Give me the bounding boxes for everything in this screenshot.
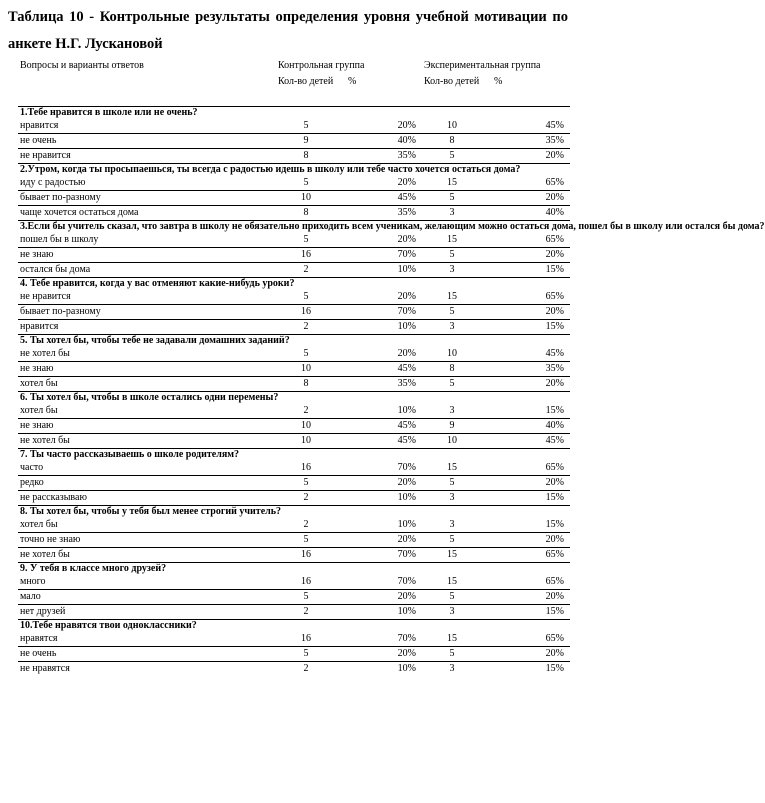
control-count: 5 [276,590,336,605]
control-percent: 45% [336,419,422,434]
answer-row [18,248,570,263]
question-text: 7. Ты часто рассказываешь о школе родителям? [18,449,570,462]
question-row [18,563,570,576]
control-percent: 10% [336,263,422,278]
control-percent: 70% [336,305,422,320]
experimental-percent: 45% [545,120,564,131]
answer-label: чаще хочется остаться дома [18,206,276,221]
control-percent: 10% [336,491,422,506]
answer-label: мало [18,590,276,605]
control-count: 10 [276,434,336,449]
control-count: 16 [301,633,311,644]
experimental-count: 10 [447,120,457,131]
experimental-count: 3 [422,263,482,278]
control-count: 2 [276,605,336,620]
control-count: 16 [276,548,336,563]
experimental-percent: 15% [482,320,570,335]
question-row [18,278,570,291]
experimental-percent: 20% [482,476,570,491]
experimental-percent: 65% [482,548,570,563]
control-percent: 70% [397,462,416,473]
control-count: 16 [301,576,311,587]
answer-row [18,377,570,392]
experimental-percent: 65% [545,462,564,473]
experimental-percent: 35% [482,362,570,377]
answer-row [18,320,570,335]
control-percent: 70% [336,548,422,563]
answer-row [18,290,570,305]
control-count: 16 [301,462,311,473]
control-percent: 10% [336,662,422,677]
experimental-count: 5 [422,476,482,491]
control-count: 2 [276,320,336,335]
header-exp-count: Кол-во детей [424,76,480,87]
control-count: 16 [276,248,336,263]
control-count: 5 [303,348,309,359]
answer-label: не хотел бы [20,348,70,359]
control-percent: 20% [336,476,422,491]
control-percent: 10% [397,519,416,530]
control-percent: 35% [336,149,422,164]
experimental-percent: 65% [545,291,564,302]
experimental-count: 5 [422,191,482,206]
question-row [18,449,570,462]
answer-label: нравятся [20,633,58,644]
control-count: 10 [276,362,336,377]
experimental-percent: 65% [545,633,564,644]
answer-row [18,518,570,533]
control-count: 5 [276,647,336,662]
answer-row [18,176,570,191]
answer-label: не нравятся [18,662,276,677]
answer-row [18,347,570,362]
answer-label: не очень [18,647,276,662]
answer-row [18,461,570,476]
experimental-count: 15 [447,234,457,245]
control-count: 5 [303,120,309,131]
experimental-count: 3 [449,405,455,416]
control-percent: 10% [397,405,416,416]
experimental-count: 3 [422,320,482,335]
question-row [18,392,570,405]
answer-label: точно не знаю [18,533,276,548]
table-subheader-row [18,76,570,107]
experimental-percent: 20% [482,647,570,662]
control-percent: 20% [336,590,422,605]
answer-row [18,305,570,320]
control-percent: 20% [336,647,422,662]
answer-label: нравится [18,320,276,335]
question-text: 2.Утром, когда ты просыпаешься, ты всегда с радостью идешь в школу или тебе часто хочется остаться дома? [18,164,570,177]
experimental-percent: 45% [482,434,570,449]
experimental-count: 3 [449,519,455,530]
answer-row [18,476,570,491]
experimental-percent: 15% [482,605,570,620]
answer-label: хотел бы [20,519,58,530]
answer-row [18,590,570,605]
control-percent: 70% [397,633,416,644]
experimental-count: 5 [422,590,482,605]
control-count: 8 [276,377,336,392]
control-count: 2 [276,263,336,278]
results-table [18,60,765,676]
control-percent: 45% [336,362,422,377]
control-count: 5 [303,234,309,245]
control-count: 9 [276,134,336,149]
experimental-count: 3 [422,491,482,506]
answer-row [18,662,570,677]
header-control-count: Кол-во детей [278,76,334,87]
experimental-count: 5 [422,647,482,662]
answer-row [18,605,570,620]
answer-row [18,119,570,134]
control-percent: 20% [397,234,416,245]
control-count: 2 [276,662,336,677]
answer-row [18,263,570,278]
header-exp-percent: % [494,76,503,87]
answer-row [18,206,570,221]
experimental-percent: 15% [482,263,570,278]
answer-label: иду с радостью [20,177,86,188]
control-percent: 20% [397,348,416,359]
control-percent: 20% [397,120,416,131]
control-percent: 20% [397,177,416,188]
question-row [18,221,570,234]
experimental-percent: 40% [482,206,570,221]
control-count: 5 [303,177,309,188]
table-header-row [18,60,570,76]
experimental-percent: 20% [482,191,570,206]
control-percent: 35% [336,206,422,221]
answer-label: не очень [18,134,276,149]
control-percent: 45% [336,191,422,206]
answer-label: бывает по-разному [18,191,276,206]
experimental-count: 9 [422,419,482,434]
question-text: 9. У тебя в классе много друзей? [18,563,570,576]
control-percent: 40% [336,134,422,149]
experimental-count: 15 [447,462,457,473]
experimental-percent: 65% [545,177,564,188]
experimental-count: 10 [422,434,482,449]
experimental-count: 5 [422,533,482,548]
experimental-count: 15 [447,177,457,188]
control-count: 2 [303,405,309,416]
control-percent: 20% [397,291,416,302]
experimental-count: 10 [447,348,457,359]
experimental-count: 5 [422,305,482,320]
answer-label: хотел бы [18,377,276,392]
experimental-percent: 40% [482,419,570,434]
experimental-count: 5 [422,377,482,392]
answer-row [18,191,570,206]
answer-row [18,233,570,248]
experimental-count: 15 [447,576,457,587]
control-count: 2 [276,491,336,506]
answer-label: пошел бы в школу [20,234,99,245]
experimental-count: 5 [422,248,482,263]
answer-label: не нравится [18,149,276,164]
answer-row [18,434,570,449]
experimental-percent: 35% [482,134,570,149]
answer-row [18,419,570,434]
question-row [18,164,570,177]
answer-label: хотел бы [20,405,58,416]
experimental-percent: 20% [482,533,570,548]
question-text: 4. Тебе нравится, когда у вас отменяют какие-нибудь уроки? [18,278,570,291]
experimental-count: 15 [422,548,482,563]
control-count: 8 [276,149,336,164]
answer-label: нравится [20,120,59,131]
answer-row [18,149,570,164]
control-percent: 20% [336,533,422,548]
answer-row [18,362,570,377]
control-count: 10 [276,419,336,434]
answer-label: не нравится [20,291,71,302]
answer-row [18,632,570,647]
experimental-percent: 15% [545,405,564,416]
answer-label: много [20,576,46,587]
answer-label: нет друзей [18,605,276,620]
answer-row [18,491,570,506]
answer-label: не знаю [18,248,276,263]
experimental-count: 15 [447,633,457,644]
answer-label: не хотел бы [18,434,276,449]
answer-label: не хотел бы [18,548,276,563]
control-count: 16 [276,305,336,320]
experimental-percent: 15% [482,491,570,506]
experimental-percent: 65% [545,576,564,587]
experimental-count: 3 [422,206,482,221]
control-count: 2 [303,519,309,530]
answer-label: не знаю [18,419,276,434]
answer-row [18,575,570,590]
header-control-group: Контрольная группа [278,60,365,71]
question-text: 6. Ты хотел бы, чтобы в школе остались одни перемены? [18,392,570,405]
control-count: 5 [303,291,309,302]
answer-label: часто [20,462,44,473]
control-percent: 35% [336,377,422,392]
control-count: 5 [276,476,336,491]
answer-row [18,404,570,419]
control-count: 10 [276,191,336,206]
experimental-percent: 20% [482,590,570,605]
experimental-percent: 15% [545,519,564,530]
experimental-percent: 20% [482,248,570,263]
answer-label: не рассказываю [18,491,276,506]
header-questions: Вопросы и варианты ответов [20,60,144,71]
control-percent: 10% [336,605,422,620]
experimental-count: 8 [422,362,482,377]
answer-label: остался бы дома [18,263,276,278]
experimental-count: 5 [422,149,482,164]
question-text: 5. Ты хотел бы, чтобы тебе не задавали домашних заданий? [18,335,570,348]
header-experimental-group: Экспериментальная группа [424,60,541,71]
experimental-percent: 20% [482,305,570,320]
header-control-percent: % [348,76,357,87]
answer-row [18,134,570,149]
question-text: 3.Если бы учитель сказал, что завтра в школу не обязательно приходить всем ученикам, желающим можно остаться дома, пошел бы в школу или остался бы дома? [20,221,765,232]
answer-row [18,647,570,662]
experimental-percent: 20% [482,377,570,392]
question-row [18,506,570,519]
experimental-percent: 15% [482,662,570,677]
control-percent: 45% [336,434,422,449]
header-empty [18,76,276,107]
answer-label: бывает по-разному [18,305,276,320]
experimental-count: 3 [422,605,482,620]
experimental-percent: 65% [545,234,564,245]
experimental-count: 8 [422,134,482,149]
experimental-percent: 20% [482,149,570,164]
experimental-count: 15 [447,291,457,302]
answer-row [18,548,570,563]
control-count: 5 [276,533,336,548]
table-caption: Таблица 10 - Контрольные результаты определения уровня учебной мотивации по анкете Н.Г. Лускановой [8,9,568,52]
answer-row [18,533,570,548]
answer-label: не знаю [18,362,276,377]
control-percent: 70% [336,248,422,263]
experimental-count: 3 [422,662,482,677]
question-row [18,335,570,348]
question-row [18,620,570,633]
question-text: 1.Тебе нравится в школе или не очень? [18,107,570,120]
question-row [18,107,570,120]
answer-label: редко [18,476,276,491]
control-percent: 10% [336,320,422,335]
control-percent: 70% [397,576,416,587]
control-count: 8 [276,206,336,221]
experimental-percent: 45% [545,348,564,359]
question-text: 8. Ты хотел бы, чтобы у тебя был менее строгий учитель? [18,506,570,519]
question-text: 10.Тебе нравятся твои одноклассники? [18,620,570,633]
